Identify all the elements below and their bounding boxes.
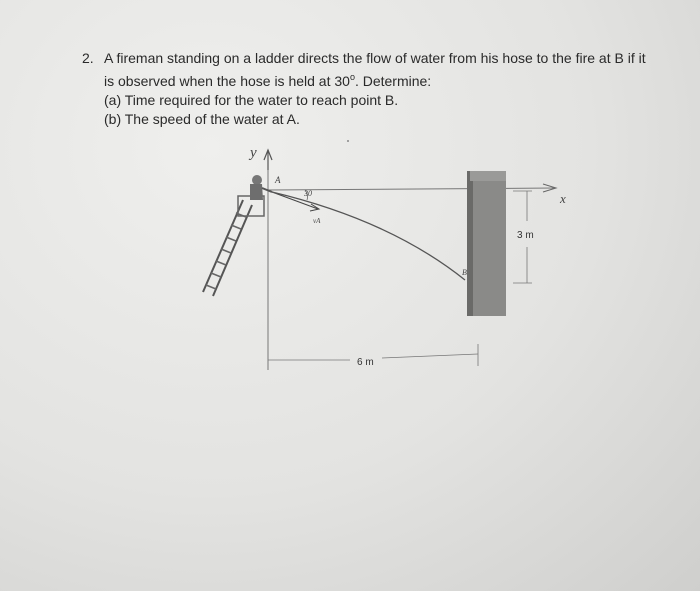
water-trajectory xyxy=(272,192,465,280)
y-axis-label: y xyxy=(250,145,257,161)
height-dimension-label: 3 m xyxy=(517,230,534,241)
ladder xyxy=(203,196,264,296)
problem-line-1: A fireman standing on a ladder directs the flow of water from his hose to the fire at B if it xyxy=(104,50,646,66)
height-dimension xyxy=(513,191,534,283)
fireman-figure xyxy=(250,175,272,200)
width-dimension-label: 6 m xyxy=(357,357,374,368)
paper-speck xyxy=(347,140,349,142)
point-b-label: B xyxy=(462,268,467,277)
point-a-label: A xyxy=(275,175,281,185)
problem-line-2-end: . Determine: xyxy=(354,73,432,89)
angle-label: 30 xyxy=(304,189,312,198)
question-part-a: (a) Time required for the water to reach point B. xyxy=(104,92,399,108)
velocity-label: vA xyxy=(313,217,321,225)
problem-number: 2. xyxy=(82,50,94,66)
degree-symbol: o xyxy=(349,72,355,82)
question-part-b: (b) The speed of the water at A. xyxy=(104,111,300,127)
problem-line-2-text: is observed when the hose is held at 30 xyxy=(104,73,350,89)
width-dimension xyxy=(268,344,478,368)
x-axis-label: x xyxy=(560,191,566,206)
building-wall xyxy=(467,171,506,316)
